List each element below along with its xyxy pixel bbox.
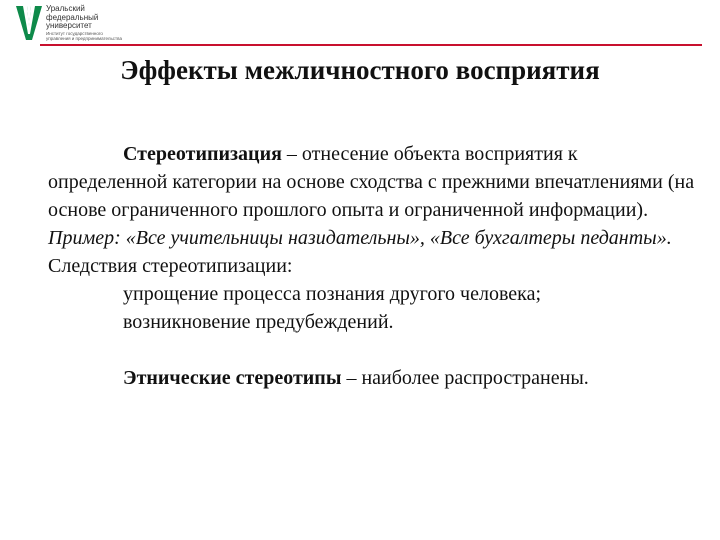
ethnic-term: Этнические стереотипы [123, 367, 342, 389]
example-paragraph [48, 224, 698, 252]
definition-paragraph [48, 140, 698, 224]
logo-line: Уральский [46, 4, 85, 13]
logo-text [46, 5, 98, 31]
ethnic-text: – наиболее распространены. [341, 367, 589, 389]
example-text: Пример: «Все учительницы назидательны», «Все бухгалтеры педанты». [48, 227, 672, 249]
spacer [48, 336, 698, 364]
logo-subtitle-line: управления и предпринимательства [46, 36, 122, 41]
definition-text: – отнесение объекта восприятия к определенной категории на основе сходства с прежними впечатлениями (на основе ограниченного прошлого опыта и ограниченной информации). [48, 143, 695, 221]
ethnic-paragraph [48, 364, 698, 392]
slide-body [48, 140, 698, 392]
consequences-heading: Следствия стереотипизации: [48, 255, 293, 277]
logo-line: федеральный [46, 12, 99, 22]
university-logo [14, 4, 164, 44]
logo-subtitle [46, 31, 122, 41]
logo-line: университет [46, 21, 92, 30]
header-divider [40, 44, 702, 46]
logo-subtitle-line: Институт государственного [46, 31, 103, 36]
definition-term: Стереотипизация [123, 143, 282, 165]
university-emblem-icon [14, 4, 44, 42]
consequence-item: упрощение процесса познания другого человека; [123, 283, 541, 305]
slide-title: Эффекты межличностного восприятия [120, 55, 600, 85]
consequence-item: возникновение предубеждений. [123, 311, 394, 333]
